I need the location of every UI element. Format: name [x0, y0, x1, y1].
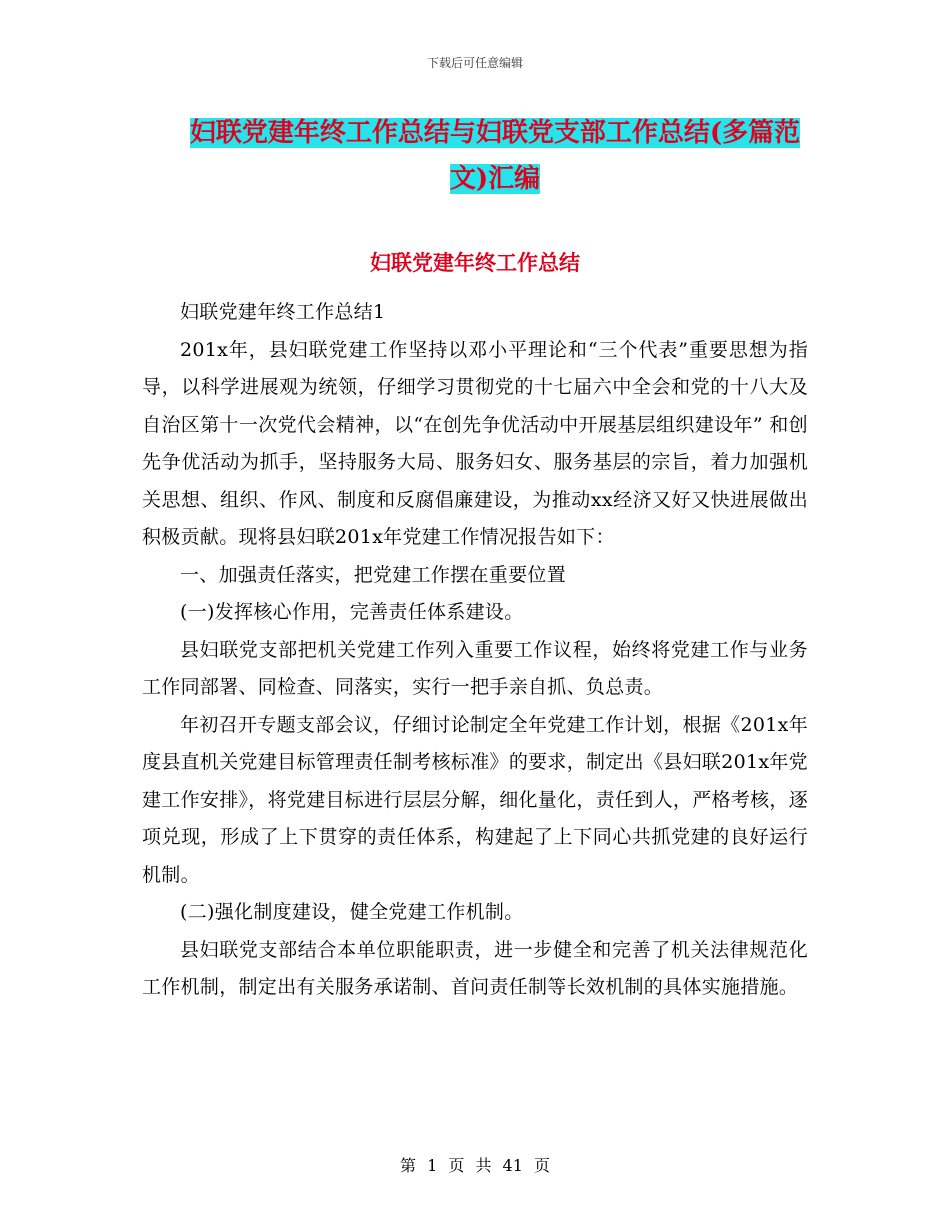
- paragraph: 一、加强责任落实，把党建工作摆在重要位置: [180, 563, 567, 586]
- header-note: 下载后可任意编辑: [426, 56, 523, 70]
- paragraph: (二)强化制度建设，健全党建工作机制。: [180, 901, 524, 923]
- paragraph: 年初召开专题支部会议，仔细讨论制定全年党建工作计划，根据《201x年度县直机关党建目标管理责任制考核标准》的要求，制定出《县妇联201x年党建工作安排》，将党建目标进行层层分解，细化量化，责任到人，严格考核，逐项兑现，形成了上下贯穿的责任体系，构建起了上下同心共抓党建的良好运行机制。: [142, 713, 809, 886]
- paragraph: 县妇联党支部把机关党建工作列入重要工作议程，始终将党建工作与业务工作同部署、同检查、同落实，实行一把手亲自抓、负总责。: [142, 638, 808, 698]
- document-title: [180, 110, 810, 202]
- paragraph: 妇联党建年终工作总结1: [180, 301, 386, 323]
- document-title-text: 妇联党建年终工作总结与妇联党支部工作总结(多篇范文)汇编: [189, 118, 801, 194]
- paragraph: 县妇联党支部结合本单位职能职责，进一步健全和完善了机关法律规范化工作机制，制定出有关服务承诺制、首问责任制等长效机制的具体实施措施。: [142, 938, 808, 998]
- document-body: [142, 294, 808, 1007]
- paragraph: 201x年，县妇联党建工作坚持以邓小平理论和“三个代表”重要思想为指导，以科学进展观为统领，仔细学习贯彻党的十七届六中全会和党的十八大及自治区第十一次党代会精神，以“在创先争优活动中开展基层组织建设年” 和创先争优活动为抓手，坚持服务大局、服务妇女、服务基层的宗旨，着力加强机关思想、组织、作风、制度和反腐倡廉建设，为推动xx经济又好又快进展做出积极贡献。现将县妇联201x年党建工作情况报告如下：: [142, 338, 808, 548]
- section-title: 妇联党建年终工作总结: [370, 250, 580, 275]
- page-footer: 第 1 页 共 41 页: [400, 1156, 550, 1175]
- paragraph: (一)发挥核心作用，完善责任体系建设。: [180, 601, 524, 623]
